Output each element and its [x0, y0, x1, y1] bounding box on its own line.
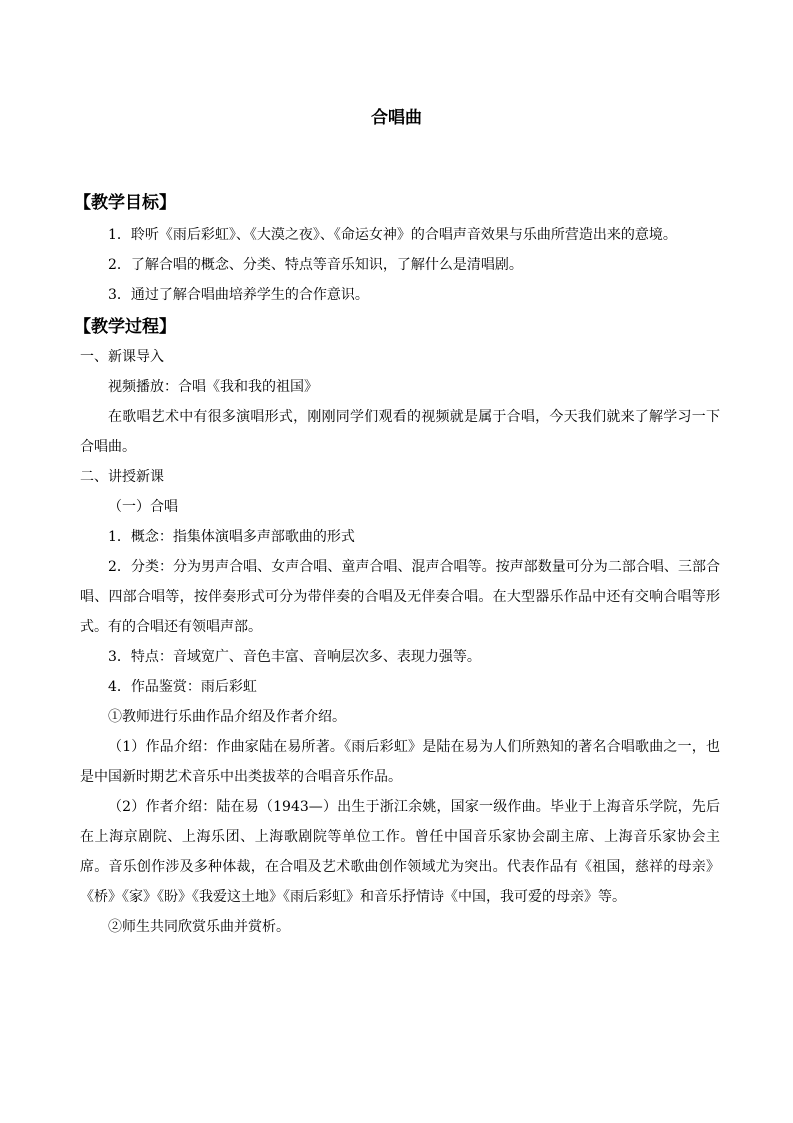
chorus-classification: 2．分类：分为男声合唱、女声合唱、童声合唱、混声合唱等。按声部数量可分为二部合唱、三部合唱、四部合唱等，按伴奏形式可分为带伴奏的合唱及无伴奏合唱。在大型器乐作品中还有交响合唱等形式。有的合唱还有领唱声部。 — [80, 559, 720, 635]
process-heading: 【教学过程】 — [74, 317, 176, 337]
objective-item-1: 1．聆听《雨后彩虹》、《大漠之夜》、《命运女神》的合唱声音效果与乐曲所营造出来的意境。 — [108, 227, 677, 243]
joint-appreciation: ②师生共同欣赏乐曲并赏析。 — [108, 919, 290, 935]
author-introduction: （2）作者介绍：陆在易（1943—）出生于浙江余姚，国家一级作曲。毕业于上海音乐学院，先后在上海京剧院、上海乐团、上海歌剧院等单位工作。曾任中国音乐家协会副主席、上海音乐家协会主席。音乐创作涉及多种体裁，在合唱及艺术歌曲创作领域尤为突出。代表作品有《祖国，慈祥的母亲》《桥》《家》《盼》《我爱这土地》《雨后彩虹》和音乐抒情诗《中国，我可爱的母亲》等。 — [80, 799, 720, 905]
section-intro-title: 一、新课导入 — [80, 349, 164, 365]
objectives-heading: 【教学目标】 — [74, 193, 176, 213]
section-new-lesson-title: 二、讲授新课 — [80, 469, 164, 485]
subsection-chorus-title: （一）合唱 — [108, 499, 178, 515]
teacher-introduction: ①教师进行乐曲作品介绍及作者介绍。 — [108, 709, 346, 725]
work-introduction: （1）作品介绍：作曲家陆在易所著。《雨后彩虹》是陆在易为人们所熟知的著名合唱歌曲之一，也是中国新时期艺术音乐中出类拔萃的合唱音乐作品。 — [80, 739, 720, 785]
intro-paragraph-video: 视频播放：合唱《我和我的祖国》 — [108, 379, 318, 395]
objective-item-3: 3．通过了解合唱曲培养学生的合作意识。 — [108, 287, 369, 303]
intro-paragraph-text: 在歌唱艺术中有很多演唱形式，刚刚同学们观看的视频就是属于合唱，今天我们就来了解学习一下合唱曲。 — [80, 409, 720, 455]
chorus-concept: 1．概念：指集体演唱多声部歌曲的形式 — [108, 529, 355, 545]
document-title: 合唱曲 — [371, 108, 422, 128]
chorus-features: 3．特点：音域宽广、音色丰富、音响层次多、表现力强等。 — [108, 649, 481, 665]
document-body — [74, 190, 720, 942]
work-appreciation: 4．作品鉴赏：雨后彩虹 — [108, 679, 257, 695]
objective-item-2: 2．了解合唱的概念、分类、特点等音乐知识，了解什么是清唱剧。 — [108, 257, 523, 273]
